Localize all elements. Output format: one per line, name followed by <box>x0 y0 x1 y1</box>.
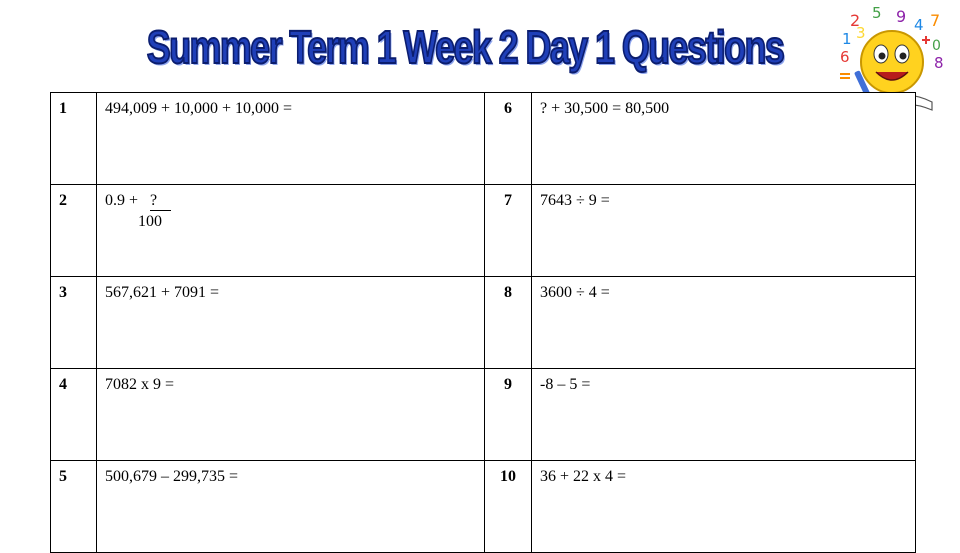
table-row <box>51 369 916 461</box>
question-text: 500,679 – 299,735 = <box>97 461 485 553</box>
question-number: 5 <box>51 461 97 553</box>
svg-text:9: 9 <box>896 7 907 26</box>
fraction-numerator: ? <box>150 192 171 211</box>
question-text-prefix: 0.9 + <box>105 192 139 209</box>
svg-text:6: 6 <box>840 48 850 66</box>
questions-table <box>50 92 916 553</box>
question-text: ? + 30,500 = 80,500 <box>532 93 916 185</box>
question-number: 3 <box>51 277 97 369</box>
question-number: 2 <box>51 185 97 277</box>
svg-text:2: 2 <box>850 11 861 30</box>
svg-text:5: 5 <box>872 4 882 22</box>
table-row <box>51 461 916 553</box>
table-row <box>51 277 916 369</box>
question-number: 7 <box>485 185 532 277</box>
fraction-denominator: 100 <box>138 213 162 230</box>
question-text: 3600 ÷ 4 = <box>532 277 916 369</box>
question-text: 494,009 + 10,000 + 10,000 = <box>97 93 485 185</box>
question-number: 1 <box>51 93 97 185</box>
question-number: 8 <box>485 277 532 369</box>
page-title: Summer Term 1 Week 2 Day 1 Questions <box>146 21 784 73</box>
table-row <box>51 93 916 185</box>
question-text: 7643 ÷ 9 = <box>532 185 916 277</box>
question-number: 9 <box>485 369 532 461</box>
question-text: 7082 x 9 = <box>97 369 485 461</box>
question-text: 36 + 22 x 4 = <box>532 461 916 553</box>
svg-text:3: 3 <box>856 24 866 42</box>
question-text: -8 – 5 = <box>532 369 916 461</box>
svg-text:4: 4 <box>914 16 924 34</box>
svg-text:8: 8 <box>934 54 944 72</box>
svg-text:0: 0 <box>932 38 941 54</box>
question-number: 10 <box>485 461 532 553</box>
question-number: 6 <box>485 93 532 185</box>
svg-text:7: 7 <box>930 11 941 30</box>
question-text <box>97 185 485 277</box>
table-row <box>51 185 916 277</box>
svg-text:1: 1 <box>842 30 852 48</box>
question-text: 567,621 + 7091 = <box>97 277 485 369</box>
question-number: 4 <box>51 369 97 461</box>
